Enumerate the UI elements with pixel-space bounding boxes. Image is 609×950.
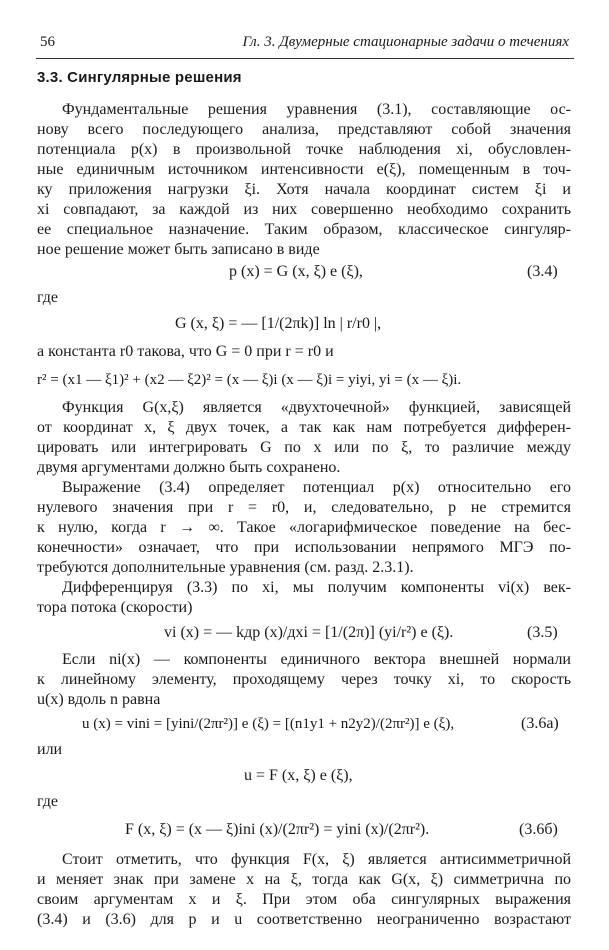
text-line: тора потока (скорости) (37, 599, 193, 616)
text-line: и меняет знак при замене x на ξ, тогда как G(x, ξ) симметрична по (37, 871, 571, 888)
text-line: где (37, 793, 59, 810)
text-line: ку приложения нагрузки ξi. Хотя начала координат систем ξi и (37, 181, 571, 198)
equation-number: (3.5) (527, 624, 558, 641)
text-line: или (37, 741, 63, 758)
equation-u-f: u = F (x, ξ) e (ξ), (244, 767, 353, 784)
header-rule (36, 58, 574, 59)
equation-3-6b: F (x, ξ) = (x — ξ)ini (x)/(2πr²) = yini (x)/(2πr²). (125, 821, 430, 838)
running-head (40, 34, 569, 56)
text-line: нулевого значения при r = r0, и, следовательно, p не стремится (37, 499, 571, 516)
text-line: (3.4) и (3.6) для p и u соответственно неограниченно возрастают (37, 911, 571, 928)
text-line: к линейному элементу, проходящему через точку xi, то скорость (37, 671, 571, 688)
text-line: Стоит отметить, что функция F(x, ξ) является антисимметричной (62, 851, 571, 868)
running-title: Гл. 3. Двумерные стационарные задачи о течениях (242, 34, 569, 50)
text-line: своим аргументам x и ξ. При этом оба сингулярных выражения (37, 891, 571, 908)
text-line: от координат x, ξ двух точек, а так как нам потребуется дифферен- (37, 419, 571, 436)
text-line: Если ni(x) — компоненты единичного вектора внешней нормали (62, 651, 571, 668)
text-line: u(x) вдоль n равна (37, 691, 161, 708)
text-line: двумя аргументами должно быть сохранено. (37, 459, 341, 476)
equation-3-4: p (x) = G (x, ξ) e (ξ), (229, 263, 363, 280)
equation-green-function: G (x, ξ) = — [1/(2πk)] ln | r/r0 |, (175, 315, 382, 332)
page-number: 56 (40, 34, 55, 50)
text-line: Функция G(x,ξ) является «двухточечной» функцией, зависящей (62, 399, 571, 416)
text-line: ные единичным источником интенсивности e(ξ), помещенным в точ- (37, 161, 571, 178)
equation-number: (3.6a) (521, 715, 559, 732)
equation-number: (3.6б) (519, 821, 558, 838)
equation-3-5: vi (x) = — kдp (x)/дxi = [1/(2π)] (yi/r²) e (ξ). (164, 624, 454, 641)
text-line: конечности» означает, что при использовании непрямого МГЭ по- (37, 539, 571, 556)
equation-r-squared: r² = (x1 — ξ1)² + (x2 — ξ2)² = (x — ξ)i (x — ξ)i = yiyi, yi = (x — ξ)i. (37, 372, 462, 388)
text-line: цировать или интегрировать G по x или по ξ, то различие между (37, 439, 571, 456)
text-line: потенциала p(x) в произвольной точке наблюдения xi, обусловлен- (37, 141, 571, 158)
text-line: ее специальное назначение. Таким образом, классическое сингуляр- (37, 221, 571, 238)
text-line: где (37, 289, 59, 306)
text-line: Дифференцируя (3.3) по xi, мы получим компоненты vi(x) век- (62, 579, 571, 596)
text-line: требуются дополнительные уравнения (см. разд. 2.3.1). (37, 559, 414, 576)
text-line: Фундаментальные решения уравнения (3.1), составляющие ос- (62, 101, 571, 118)
section-title: 3.3. Сингулярные решения (37, 69, 242, 86)
text-line: Выражение (3.4) определяет потенциал p(x) относительно его (62, 479, 571, 496)
text-line: ное решение может быть записано в виде (37, 241, 320, 258)
text-line: а константа r0 такова, что G = 0 при r = r0 и (37, 343, 334, 360)
equation-number: (3.4) (527, 263, 558, 280)
text-line: к нулю, когда r → ∞. Такое «логарифмическое поведение на бес- (37, 519, 571, 536)
text-line: нову всего последующего анализа, представляют собой значения (37, 121, 571, 138)
text-line: xi совпадают, за каждой из них совершенно необходимо сохранить (37, 201, 571, 218)
equation-3-6a: u (x) = vini = [yini/(2πr²)] e (ξ) = [(n1y1 + n2y2)/(2πr²)] e (ξ), (82, 716, 455, 732)
